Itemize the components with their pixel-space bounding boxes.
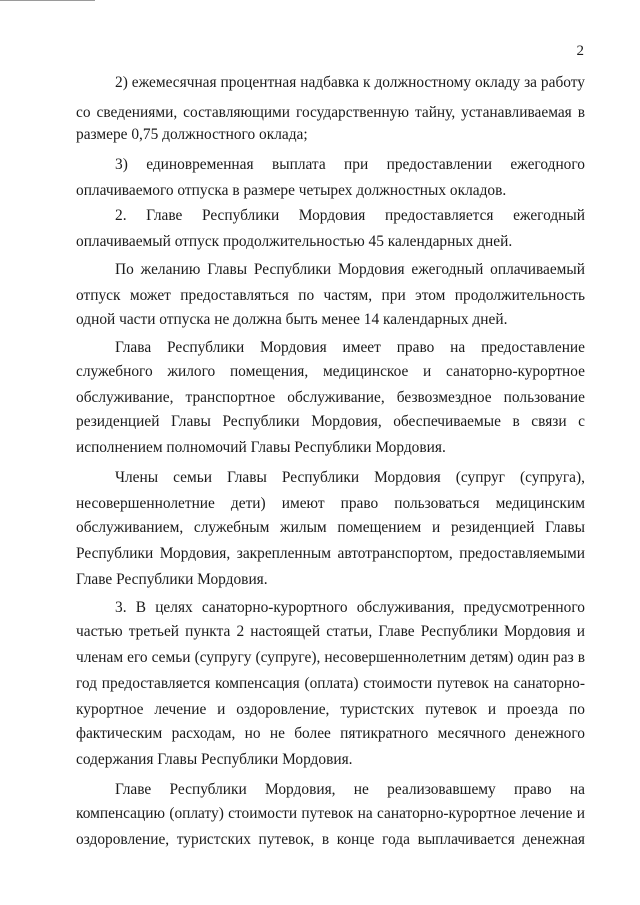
text-line: размере 0,75 должностного оклада; xyxy=(76,126,308,143)
text-line: исполнением полномочий Главы Республики Мордовия. xyxy=(76,439,446,456)
text-line: фактическим расходам, но не более пятикратного месячного денежного xyxy=(76,725,585,742)
text-line: 3) единовременная выплата при предоставлении ежегодного xyxy=(115,156,585,173)
text-line: одной части отпуска не должна быть менее 14 календарных дней. xyxy=(76,311,508,328)
text-line: год предоставляется компенсация (оплата) стоимости путевок на санаторно- xyxy=(76,675,585,692)
text-line: обслуживание, транспортное обслуживание, безвозмездное пользование xyxy=(76,389,585,406)
text-line: Глава Республики Мордовия имеет право на предоставление xyxy=(115,339,585,356)
text-line: компенсацию (оплату) стоимости путевок на санаторно-курортное лечение и xyxy=(76,805,585,822)
text-line: По желанию Главы Республики Мордовия ежегодный оплачиваемый xyxy=(115,261,585,278)
text-line: Главе Республики Мордовия, не реализовавшему право на xyxy=(115,781,585,798)
text-line: курортное лечение и оздоровление, туристских путевок и проезда по xyxy=(76,701,585,718)
text-line: Республики Мордовия, закрепленным автотранспортом, предоставляемыми xyxy=(76,545,585,562)
text-line: резиденцией Главы Республики Мордовия, обеспечиваемые в связи с xyxy=(76,413,585,430)
text-line: оплачиваемого отпуска в размере четырех должностных окладов. xyxy=(76,182,507,199)
text-line: Члены семьи Главы Республики Мордовия (супруг (супруга), xyxy=(115,469,585,486)
text-line: оплачиваемый отпуск продолжительностью 45 календарных дней. xyxy=(76,233,513,250)
text-line: со сведениями, составляющими государственную тайну, устанавливаемая в xyxy=(76,104,585,121)
text-line: членам его семьи (супругу (супруге), несовершеннолетним детям) один раз в xyxy=(76,649,585,666)
text-line: 2) ежемесячная процентная надбавка к должностному окладу за работу xyxy=(115,74,585,91)
text-line: служебного жилого помещения, медицинское и санаторно-курортное xyxy=(76,363,585,380)
text-line: Главе Республики Мордовия. xyxy=(76,571,268,588)
text-line: несовершеннолетние дети) имеют право пользоваться медицинским xyxy=(76,495,585,512)
scan-edge-mark xyxy=(0,0,95,1)
text-line: обслуживанием, служебным жилым помещением и резиденцией Главы xyxy=(76,519,585,536)
text-line: содержания Главы Республики Мордовия. xyxy=(76,751,353,768)
text-line: 2. Главе Республики Мордовия предоставляется ежегодный xyxy=(115,207,585,224)
text-line: оздоровление, туристских путевок, в конце года выплачивается денежная xyxy=(76,831,585,848)
text-line: отпуск может предоставляться по частям, при этом продолжительность xyxy=(76,287,585,304)
text-line: 3. В целях санаторно-курортного обслуживания, предусмотренного xyxy=(115,599,585,616)
page-number: 2 xyxy=(576,43,584,59)
text-line: частью третьей пункта 2 настоящей статьи, Главе Республики Мордовия и xyxy=(76,623,585,640)
